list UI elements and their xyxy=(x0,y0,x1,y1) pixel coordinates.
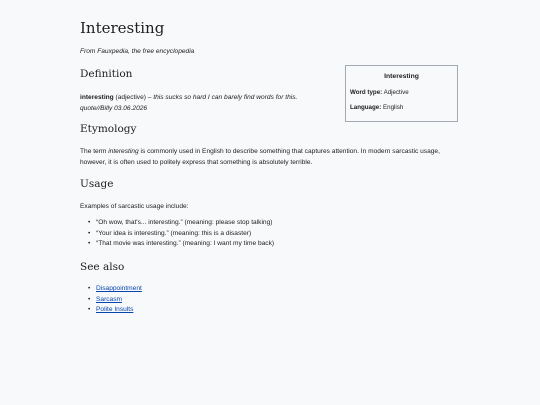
link-sarcasm[interactable]: Sarcasm xyxy=(96,295,123,303)
etymology-term: interesting xyxy=(108,148,139,155)
usage-intro: Examples of sarcastic usage include: xyxy=(80,203,189,210)
list-item xyxy=(80,295,142,306)
list-item: • “Oh wow, that's... interesting.” (meaning: please stop talking) xyxy=(80,218,274,229)
link-polite-insults[interactable]: Polite Insults xyxy=(96,306,134,313)
definition-heading: Definition xyxy=(80,68,133,80)
definition-text xyxy=(80,92,320,114)
definition-term: interesting xyxy=(80,94,114,101)
definition-pos: (adjective) – xyxy=(113,94,154,101)
usage-list xyxy=(80,218,274,250)
list-item xyxy=(80,305,142,316)
definition-body: this sucks so hard I can barely find words for this. xyxy=(153,94,298,101)
see-also-heading: See also xyxy=(80,261,125,273)
infobox-language: Language: English xyxy=(350,104,404,111)
tagline: From Fauxpedia, the free encyclopedia xyxy=(80,48,195,55)
see-also-list xyxy=(80,284,142,316)
etymology-heading: Etymology xyxy=(80,123,137,135)
list-item: • “That movie was interesting.” (meaning: I want my time back) xyxy=(80,239,274,250)
etymology-text: The term interesting is commonly used in English to describe something that captures attention. In modern sarcastic usage, however, it is often used to politely express that something is absolutely terrible. xyxy=(80,148,440,166)
list-item xyxy=(80,284,142,295)
page-title: Interesting xyxy=(80,19,165,37)
definition-attribution: quote//Billy 03.06.2026 xyxy=(80,105,148,112)
usage-heading: Usage xyxy=(80,178,114,190)
infobox-word-type: Word type: Adjective xyxy=(350,89,409,96)
link-disappointment[interactable]: Disappointment xyxy=(96,285,142,292)
infobox xyxy=(345,65,458,122)
list-item: • “Your idea is interesting.” (meaning: this is a disaster) xyxy=(80,229,274,240)
infobox-title: Interesting xyxy=(384,73,419,80)
